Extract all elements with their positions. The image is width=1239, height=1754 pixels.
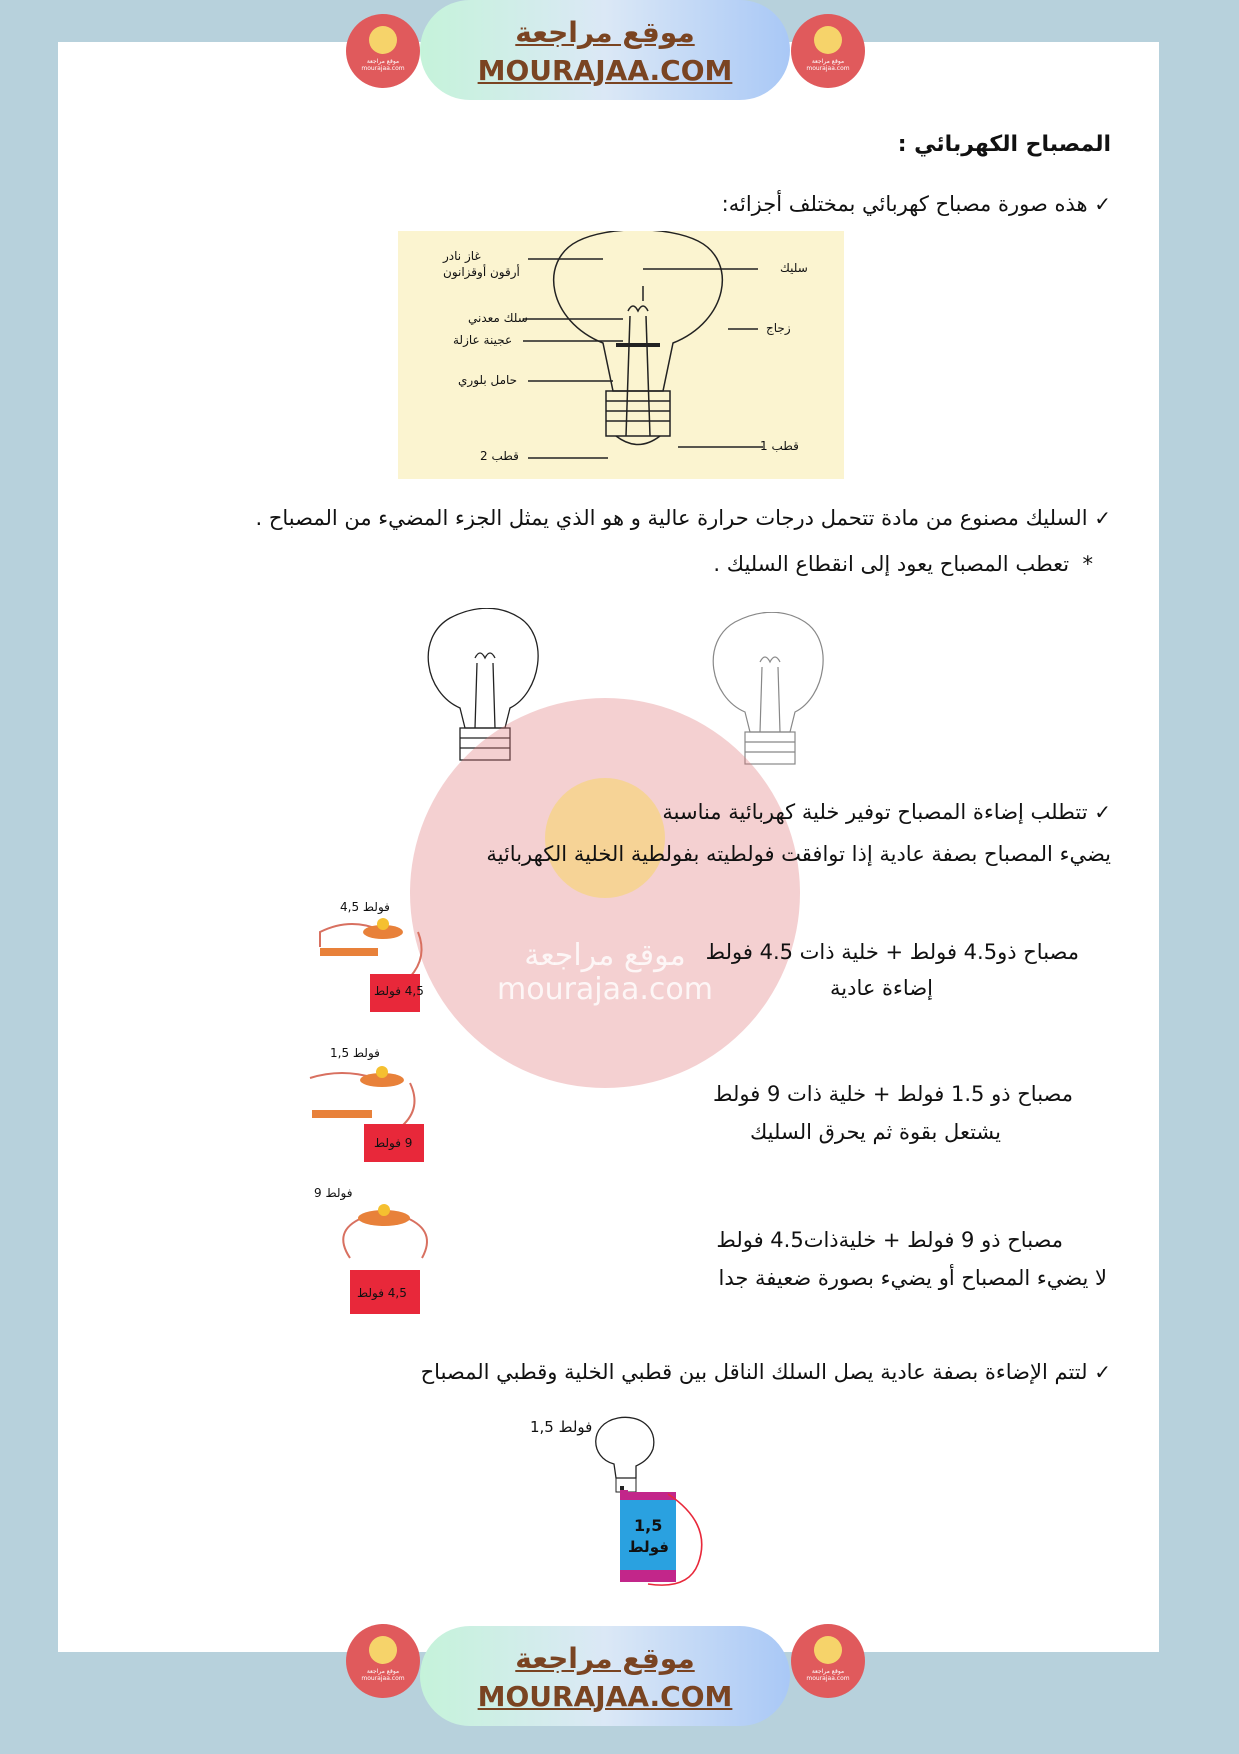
- label-pole2: قطب 2: [480, 449, 519, 463]
- brand-arabic-footer: موقع مراجعة: [515, 1642, 695, 1675]
- bullet-1: ✓ هذه صورة مصباح كهربائي بمختلف أجزائه:: [721, 192, 1111, 216]
- bullet-2: ✓ السليك مصنوع من مادة تتحمل درجات حرارة عالية و هو الذي يمثل الجزء المضيء من المصباح .: [255, 506, 1111, 530]
- header-banner[interactable]: [420, 0, 790, 100]
- case-2-line1: مصباح ذو 1.5 فولط + خلية ذات 9 فولط: [713, 1082, 1073, 1106]
- logo-badge-left: موقع مراجعة mourajaa.com: [346, 14, 420, 88]
- logo-badge-right: موقع مراجعة mourajaa.com: [791, 14, 865, 88]
- book-icon: [369, 1636, 397, 1664]
- case-1-line2: إضاءة عادية: [829, 976, 933, 1000]
- label-filament: سليك: [780, 261, 808, 275]
- case-2-line2: يشتعل بقوة ثم يحرق السليك: [749, 1120, 1001, 1144]
- case-3-line2: لا يضيء المصباح أو يضيء بصورة ضعيفة جدا: [718, 1266, 1107, 1290]
- label-gas-type: أرقون أوقزانون: [443, 265, 520, 279]
- label-glass: زجاج: [766, 321, 791, 335]
- book-icon: [369, 26, 397, 54]
- case-3-line1: مصباح ذو 9 فولط + خليةذات4.5 فولط: [716, 1228, 1063, 1252]
- brand-arabic: موقع مراجعة: [515, 16, 695, 49]
- logo-badge-left-footer: موقع مراجعة mourajaa.com: [346, 1624, 420, 1698]
- label-gas: غاز نادر: [443, 249, 481, 263]
- logo-badge-right-footer: موقع مراجعة mourajaa.com: [791, 1624, 865, 1698]
- brand-latin: MOURAJAA.COM: [477, 54, 733, 87]
- label-pole1: قطب 1: [760, 439, 799, 453]
- bullet-4: ✓ لتتم الإضاءة بصفة عادية يصل السلك الناقل بين قطبي الخلية وقطبي المصباح: [420, 1360, 1111, 1384]
- circuit-1-image: 4,5 فولط 4,5 فولط: [310, 902, 430, 1012]
- label-paste: عجينة عازلة: [453, 333, 513, 347]
- final-circuit-image: 1,5 فولط 1,5 فولط: [528, 1414, 718, 1594]
- circuit-2-image: 1,5 فولط 9 فولط: [302, 1048, 432, 1163]
- brand-latin-footer: MOURAJAA.COM: [477, 1680, 733, 1713]
- book-icon: [545, 778, 665, 898]
- book-icon: [814, 26, 842, 54]
- lamp-diagram: [398, 231, 844, 479]
- circuit-3-image: 9 فولط 4,5 فولط: [312, 1186, 442, 1316]
- star-note: * تعطب المصباح يعود إلى انقطاع السليك .: [713, 552, 1093, 576]
- case-1-line1: مصباح ذو4.5 فولط + خلية ذات 4.5 فولط: [705, 940, 1079, 964]
- label-wire: سلك معدني: [468, 311, 528, 325]
- bullet-3: ✓ تتطلب إضاءة المصباح توفير خلية كهربائية مناسبة: [662, 800, 1111, 824]
- footer-banner[interactable]: [420, 1626, 790, 1726]
- bullet-3-sub: يضيء المصباح بصفة عادية إذا توافقت فولطيته بفولطية الخلية الكهربائية: [486, 842, 1111, 866]
- watermark: موقع مراجعة mourajaa.com: [410, 698, 800, 1088]
- label-holder: حامل بلوري: [458, 373, 518, 387]
- page-title: المصباح الكهربائي :: [897, 132, 1111, 157]
- book-icon: [814, 1636, 842, 1664]
